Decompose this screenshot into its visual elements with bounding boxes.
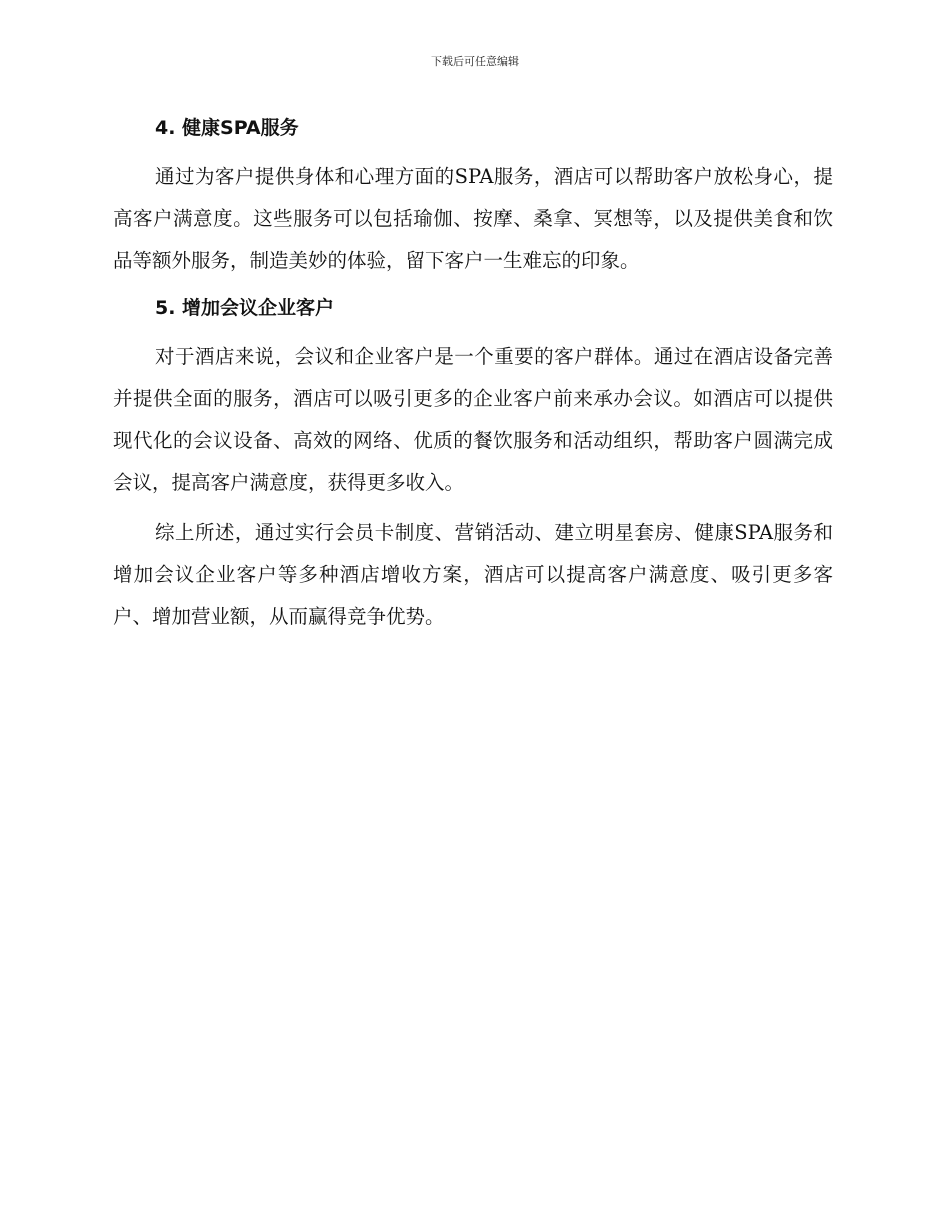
conclusion-paragraph: 综上所述，通过实行会员卡制度、营销活动、建立明星套房、健康SPA服务和增加会议企业客户等多种酒店增收方案，酒店可以提高客户满意度、吸引更多客户、增加营业额，从而赢得竞争优势。 (113, 521, 833, 628)
page-header-note: 下载后可任意编辑 (431, 55, 519, 68)
document-body (113, 108, 833, 638)
section-heading-spa: 4. 健康SPA服务 (155, 117, 299, 139)
section-heading-meeting-clients: 5. 增加会议企业客户 (155, 297, 335, 319)
section-paragraph-spa: 通过为客户提供身体和心理方面的SPA服务，酒店可以帮助客户放松身心，提高客户满意度。这些服务可以包括瑜伽、按摩、桑拿、冥想等，以及提供美食和饮品等额外服务，制造美妙的体验，留下客户一生难忘的印象。 (113, 165, 833, 272)
section-paragraph-meeting-clients: 对于酒店来说，会议和企业客户是一个重要的客户群体。通过在酒店设备完善并提供全面的服务，酒店可以吸引更多的企业客户前来承办会议。如酒店可以提供现代化的会议设备、高效的网络、优质的餐饮服务和活动组织，帮助客户圆满完成会议，提高客户满意度，获得更多收入。 (113, 345, 833, 494)
